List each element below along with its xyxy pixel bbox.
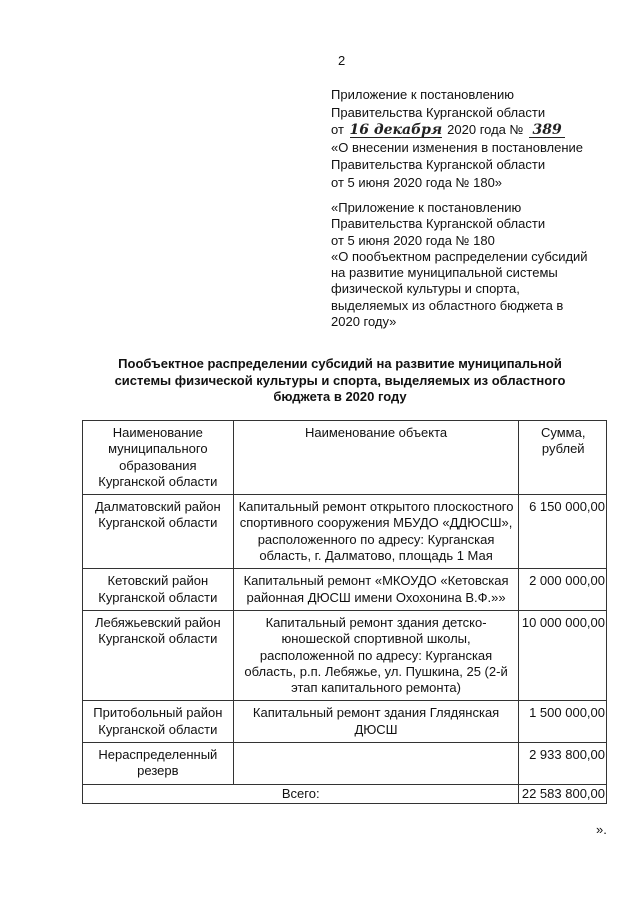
- title-line-1: Пообъектное распределении субсидий на развитие муниципальной: [118, 356, 562, 371]
- cell-municipality: Притобольный район Курганской области: [83, 701, 234, 743]
- cell-amount: 1 500 000,00: [519, 701, 607, 743]
- handwritten-number: 389: [529, 123, 565, 138]
- page-number: 2: [338, 53, 346, 68]
- cell-municipality: Лебяжьевский район Курганской области: [83, 610, 234, 700]
- reference-line: физической культуры и спорта,: [331, 281, 520, 297]
- reference-line: «Приложение к постановлению: [331, 200, 522, 215]
- cell-object: Капитальный ремонт открытого плоскостного спортивного сооружения МБУДО «ДДЮСШ», расположенного по адресу: Курганская область, г. Далматово, площадь 1 Мая: [233, 495, 519, 569]
- table-row: [83, 701, 607, 743]
- appendix-line-6: от 5 июня 2020 года № 180»: [331, 174, 503, 190]
- header-municipality: Наименование муниципального образования Курганской области: [83, 421, 234, 495]
- table-total-row: [83, 784, 607, 803]
- table-row: [83, 610, 607, 700]
- document-title: [80, 356, 600, 406]
- cell-object: Капитальный ремонт «МКОУДО «Кетовская районная ДЮСШ имени Охохонина В.Ф.»»: [233, 569, 519, 611]
- cell-object: Капитальный ремонт здания детско-юношеской спортивной школы, расположенной по адресу: Курганская область, р.п. Лебяжье, ул. Пушкина, 25 (2-й этап капитального ремонта): [233, 610, 519, 700]
- cell-amount: 6 150 000,00: [519, 495, 607, 569]
- table-row: [83, 495, 607, 569]
- reference-line: выделяемых из областного бюджета в: [331, 297, 564, 313]
- total-label: Всего:: [83, 784, 519, 803]
- title-line-2: системы физической культуры и спорта, выделяемых из областного: [114, 372, 566, 388]
- header-amount: Сумма, рублей: [519, 421, 607, 495]
- appendix-year-label: 2020 года №: [447, 122, 524, 138]
- cell-municipality: Далматовский район Курганской области: [83, 495, 234, 569]
- reference-line: Правительства Курганской области: [331, 216, 546, 232]
- reference-line: 2020 году»: [331, 314, 397, 330]
- appendix-header: [331, 86, 631, 192]
- appendix-line-4: «О внесении изменения в постановление: [331, 139, 584, 155]
- handwritten-date: 16 декабря: [349, 122, 443, 139]
- reference-line: на развитие муниципальной системы: [331, 265, 558, 281]
- closing-quote-mark: ».: [596, 822, 607, 837]
- cell-object: Капитальный ремонт здания Глядянская ДЮСШ: [233, 701, 519, 743]
- appendix-line-2: Правительства Курганской области: [331, 104, 546, 120]
- appendix-line-1: Приложение к постановлению: [331, 87, 514, 102]
- cell-object: [233, 743, 519, 785]
- cell-amount: 2 000 000,00: [519, 569, 607, 611]
- total-amount: 22 583 800,00: [519, 784, 607, 803]
- cell-amount: 2 933 800,00: [519, 743, 607, 785]
- cell-municipality: Нераспределенный резерв: [83, 743, 234, 785]
- title-line-3: бюджета в 2020 году: [273, 389, 407, 404]
- original-appendix-reference: [331, 200, 631, 330]
- table-row: [83, 569, 607, 611]
- reference-line: от 5 июня 2020 года № 180: [331, 232, 495, 248]
- cell-amount: 10 000 000,00: [519, 610, 607, 700]
- appendix-date-prefix: от: [331, 122, 344, 138]
- appendix-line-5: Правительства Курганской области: [331, 157, 546, 173]
- table-header-row: [83, 421, 607, 495]
- reference-line: «О пообъектном распределении субсидий: [331, 248, 588, 264]
- header-object: Наименование объекта: [233, 421, 519, 495]
- table-row: [83, 743, 607, 785]
- cell-municipality: Кетовский район Курганской области: [83, 569, 234, 611]
- appendix-line-3: [331, 121, 631, 139]
- subsidy-distribution-table: [82, 420, 607, 804]
